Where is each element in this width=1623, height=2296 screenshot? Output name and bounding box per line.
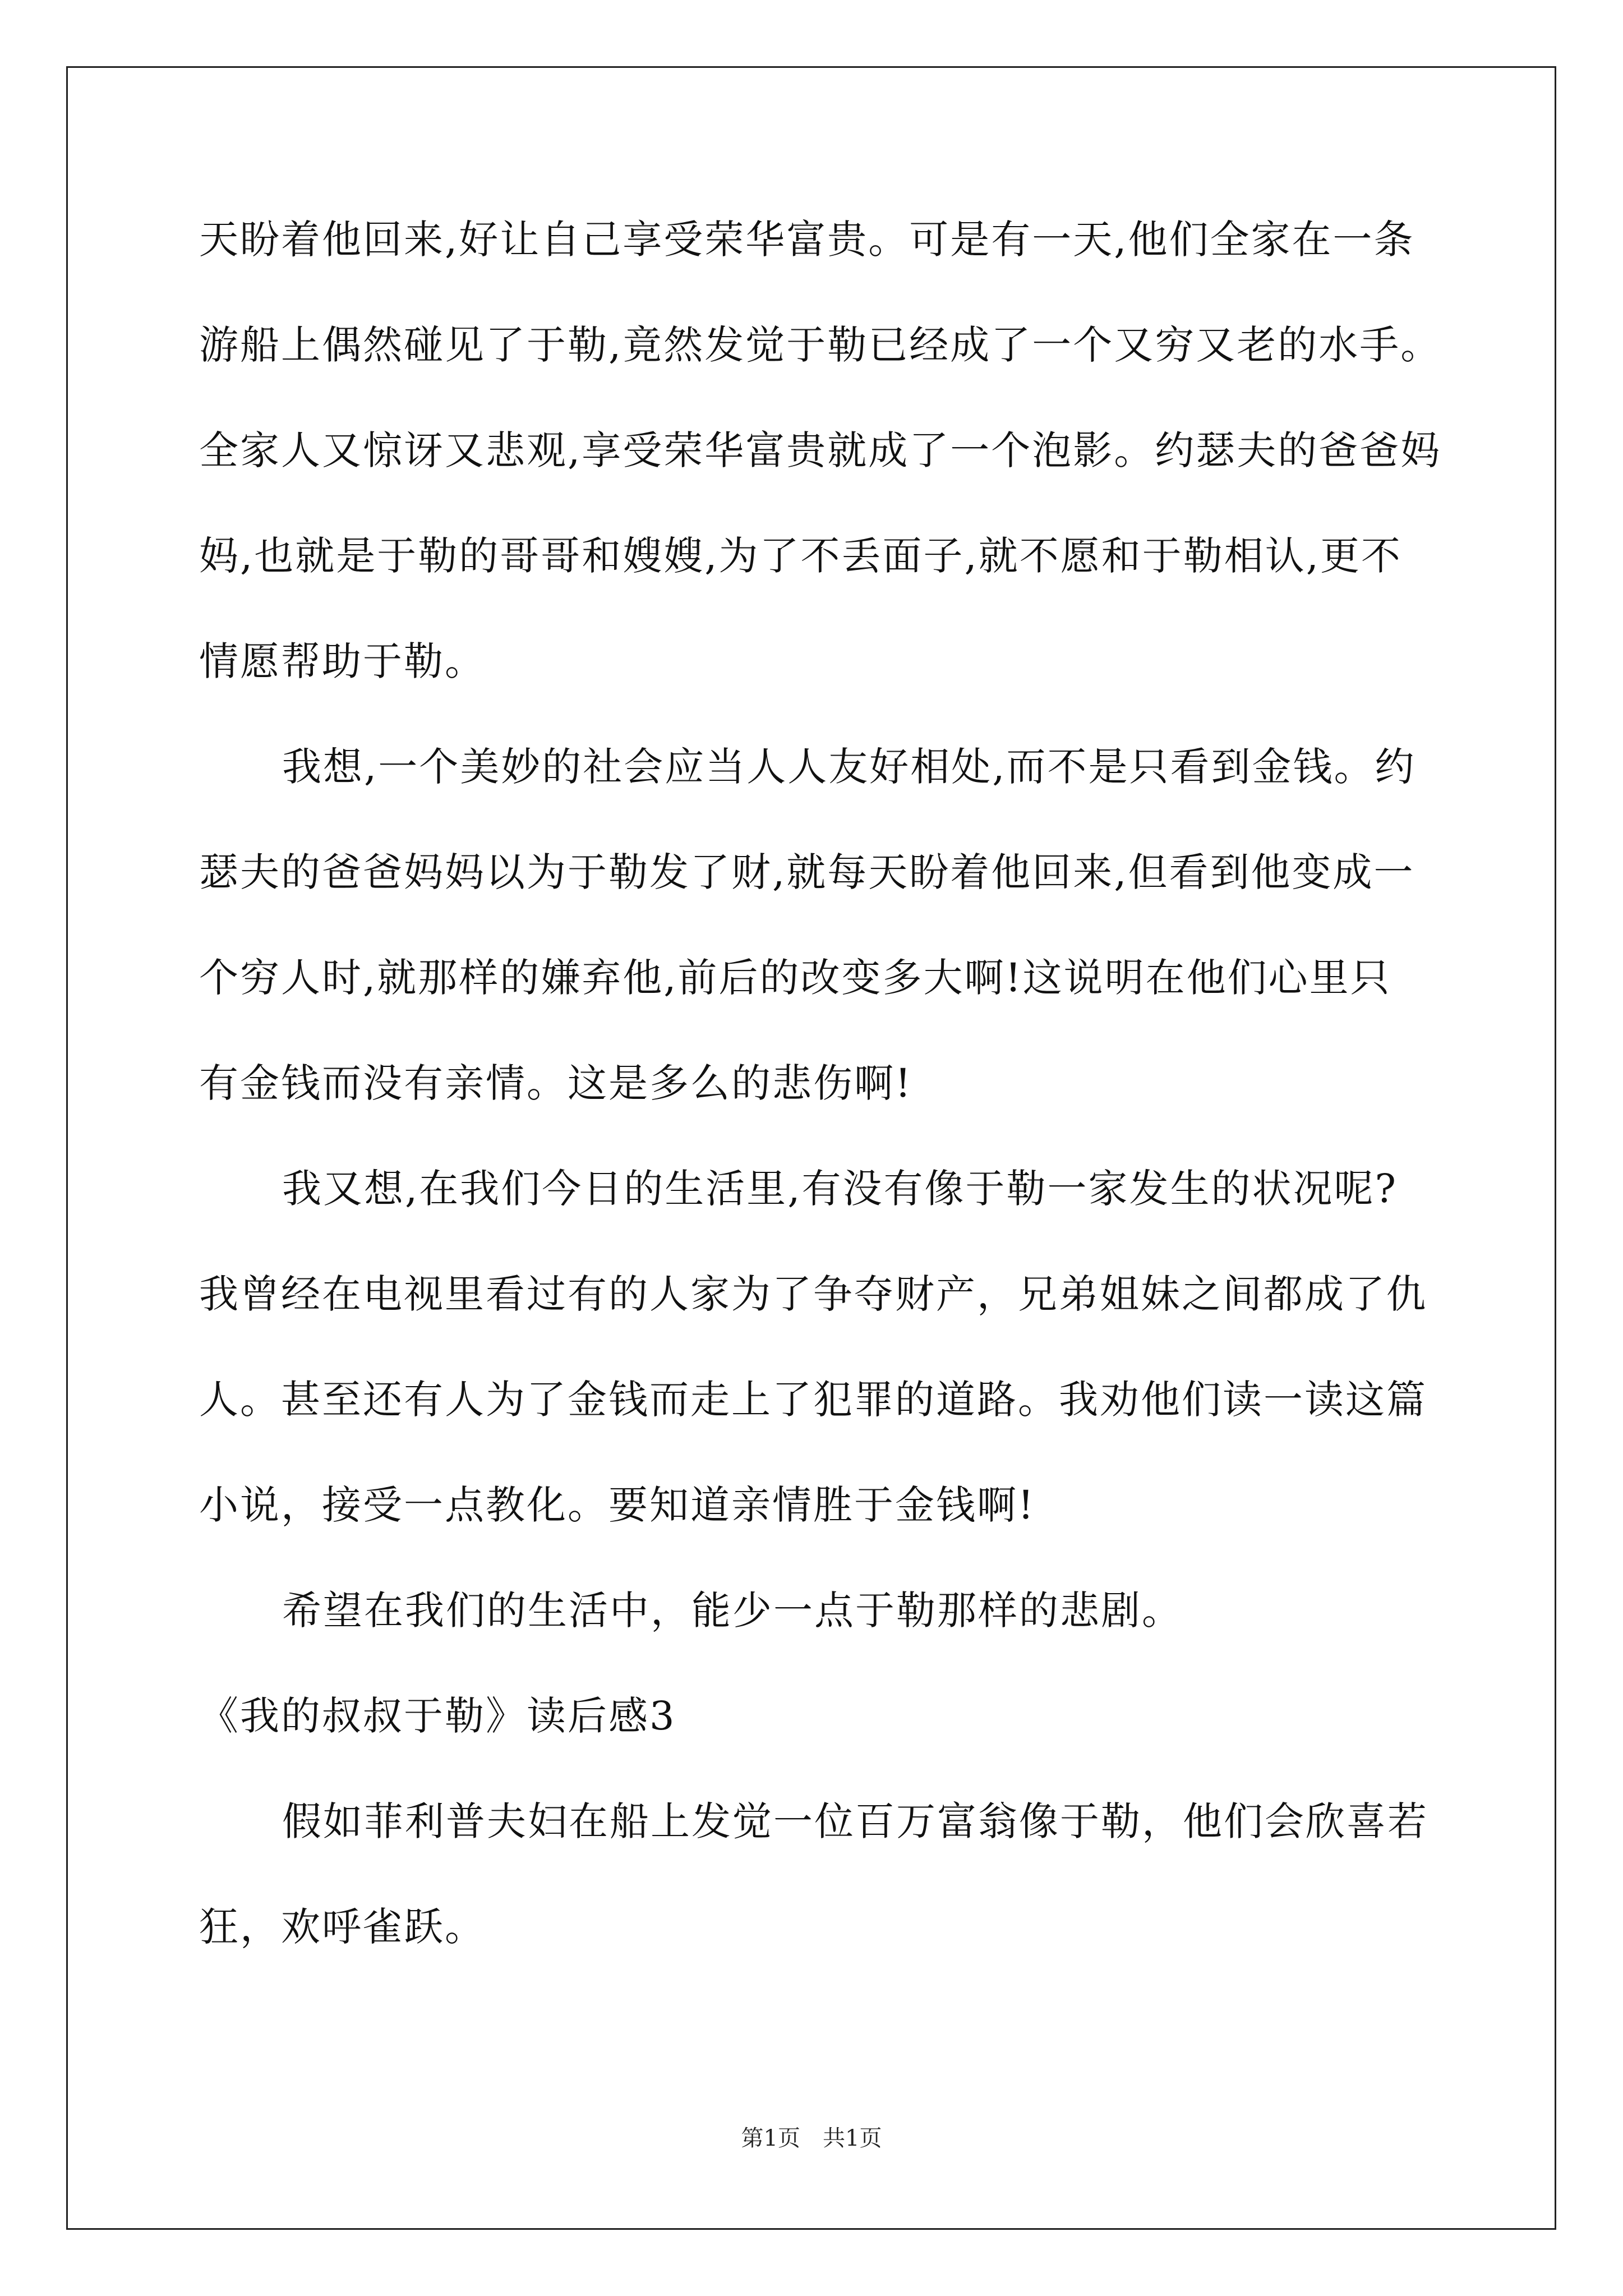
text-line-11 (199, 1263, 1438, 1369)
line-text: 天盼着他回来,好让自己享受荣华富贵。可是有一天,他们全家在一条 (199, 217, 1415, 263)
page-footer (0, 2122, 1623, 2155)
line-text: 有金钱而没有亲情。这是多么的悲伤啊! (199, 1060, 913, 1106)
heading-text: 《我的叔叔于勒》读后感3 (199, 1693, 676, 1739)
text-line-5 (199, 631, 1438, 736)
line-text: 小说，接受一点教化。要知道亲情胜于金钱啊! (199, 1482, 1036, 1528)
text-line-8 (199, 947, 1438, 1052)
line-text: 假如菲利普夫妇在船上发觉一位百万富翁像于勒，他们会欣喜若 (282, 1798, 1428, 1844)
line-text: 我又想,在我们今日的生活里,有没有像于勒一家发生的状况呢? (282, 1166, 1398, 1212)
line-text: 希望在我们的生活中，能少一点于勒那样的悲剧。 (282, 1588, 1183, 1634)
line-text: 人。甚至还有人为了金钱而走上了犯罪的道路。我劝他们读一读这篇 (199, 1377, 1427, 1423)
text-line-12 (199, 1369, 1438, 1474)
text-line-16 (199, 1791, 1438, 1896)
line-text: 个穷人时,就那样的嫌弃他,前后的改变多大啊!这说明在他们心里只 (199, 955, 1391, 1001)
text-line-4 (199, 525, 1438, 631)
text-line-7 (199, 841, 1438, 947)
line-text: 我曾经在电视里看过有的人家为了争夺财产，兄弟姐妹之间都成了仇 (199, 1271, 1427, 1317)
text-line-17 (199, 1896, 1438, 2001)
text-line-2 (199, 314, 1442, 420)
text-line-10 (199, 1158, 1438, 1263)
text-line-6 (199, 736, 1438, 841)
line-text: 我想,一个美妙的社会应当人人友好相处,而不是只看到金钱。约 (282, 744, 1416, 790)
text-line-14 (199, 1580, 1438, 1685)
line-text: 狂，欢呼雀跃。 (199, 1904, 486, 1950)
line-text: 全家人又惊讶又悲观,享受荣华富贵就成了一个泡影。约瑟夫的爸爸妈 (199, 427, 1442, 473)
text-line-13 (199, 1474, 1438, 1580)
text-line-9 (199, 1052, 1438, 1158)
page-number-label: 第1页 共1页 (741, 2125, 882, 2151)
section-heading (199, 1685, 1438, 1791)
line-text: 瑟夫的爸爸妈妈以为于勒发了财,就每天盼着他回来,但看到他变成一 (199, 849, 1415, 895)
line-text: 妈,也就是于勒的哥哥和嫂嫂,为了不丢面子,就不愿和于勒相认,更不 (199, 533, 1403, 579)
text-line-1 (199, 209, 1438, 314)
line-text: 情愿帮助于勒。 (199, 638, 486, 684)
text-line-3 (199, 420, 1442, 525)
line-text: 游船上偶然碰见了于勒,竟然发觉于勒已经成了一个又穷又老的水手。 (199, 322, 1442, 368)
document-body (199, 209, 1442, 2001)
